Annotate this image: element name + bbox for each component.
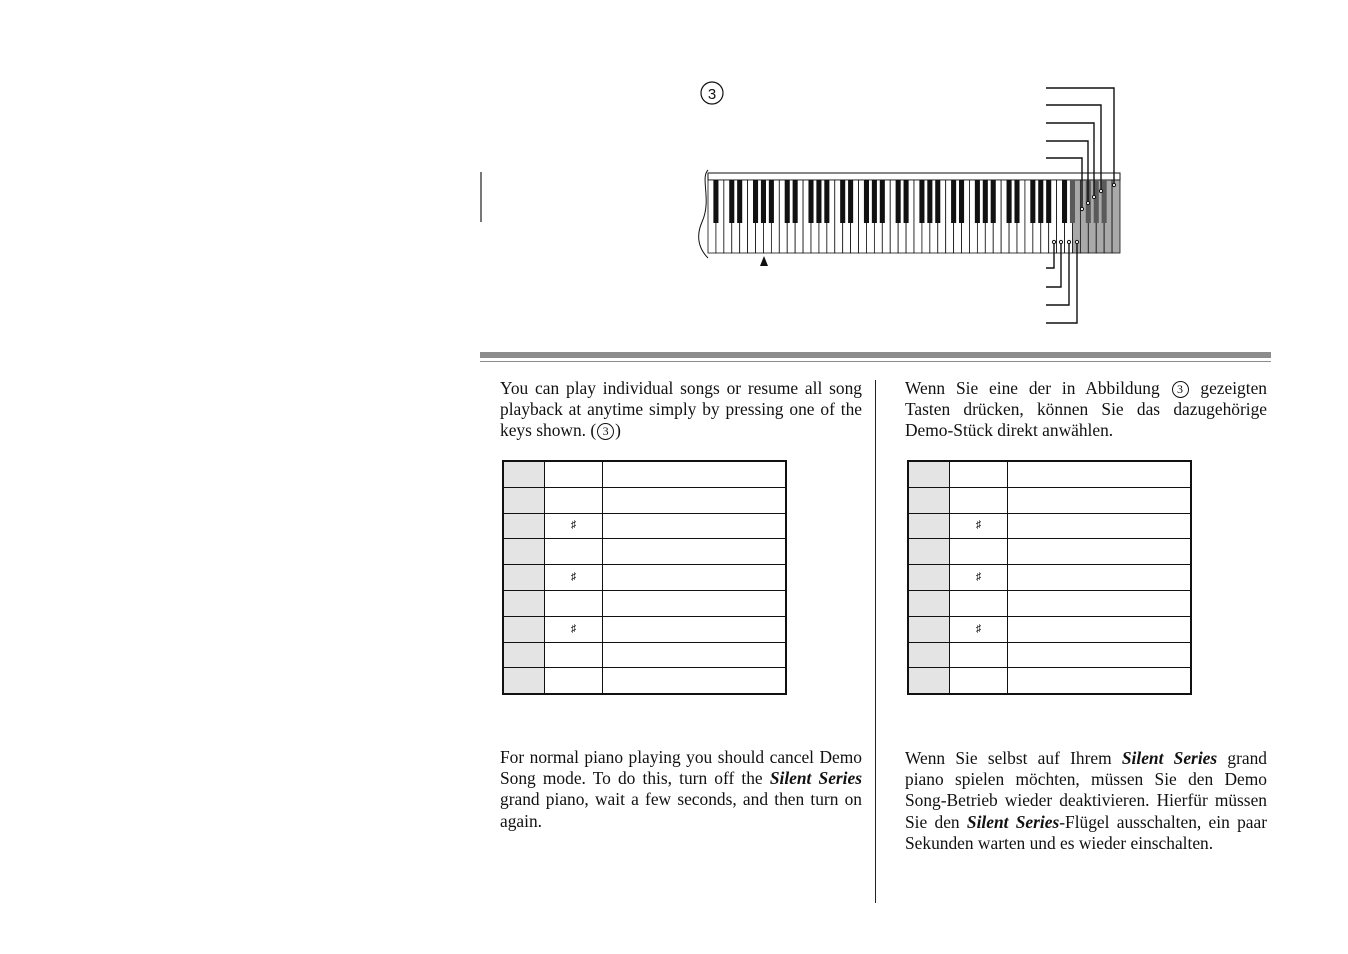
black-key [1030,180,1035,223]
black-key [959,180,964,223]
table-cell-c1 [503,668,545,694]
table-cell-c3 [603,616,787,642]
table-row [908,539,1191,565]
german-outro-paragraph: Wenn Sie selbst auf Ihrem Silent Series grand piano spielen möchten, müssen Sie den Demo Song-Betrieb wieder deaktivieren. Hierfür müssen Sie den Silent Series-Flügel ausschalten, ein paar Sekunden warten und es wieder einschalten. [905,748,1267,853]
table-row [503,565,786,591]
black-key [848,180,853,223]
table-cell-c1 [503,642,545,668]
callout-dot [1067,240,1070,243]
black-key [904,180,909,223]
table-cell-c2: ♯ [545,565,603,591]
table-cell-c3 [603,539,787,565]
table-cell-c1 [503,590,545,616]
black-key [927,180,932,223]
marker-3: 3 [597,423,614,440]
table-row [908,668,1191,694]
black-key [983,180,988,223]
table-cell-c2 [950,461,1008,487]
table-row [908,616,1191,642]
callout-dot [1052,240,1055,243]
marker-3: 3 [1172,381,1189,398]
table-cell-c1 [503,461,545,487]
table-row [908,590,1191,616]
highlighted-white-key [1112,180,1120,253]
callout-dot [1099,189,1102,192]
brand-name: Silent Series [966,811,1060,832]
callout-dot [1086,201,1089,204]
table-cell-c3 [603,590,787,616]
keyboard-figure [0,0,1348,345]
black-key [824,180,829,223]
highlighted-black-key [1070,180,1075,223]
table-cell-c1 [908,668,950,694]
callout-dot [1059,240,1062,243]
table-cell-c1 [908,590,950,616]
table-cell-c2 [545,642,603,668]
table-cell-c1 [503,539,545,565]
black-key [769,180,774,223]
table-cell-c1 [503,513,545,539]
table-cell-c3 [1008,487,1192,513]
middle-c-pointer [760,256,768,266]
english-key-table [502,460,787,695]
black-key [951,180,956,223]
table-cell-c3 [1008,513,1192,539]
black-key [935,180,940,223]
table-cell-c3 [1008,616,1192,642]
black-key [864,180,869,223]
black-key [808,180,813,223]
highlighted-black-key [1102,180,1107,223]
table-row [503,539,786,565]
table-cell-c2 [545,590,603,616]
table-row [503,487,786,513]
black-key [1014,180,1019,223]
keyboard-frame [708,173,1120,180]
table-cell-c2: ♯ [950,565,1008,591]
table-row [908,642,1191,668]
black-key [1062,180,1067,223]
table-cell-c1 [908,539,950,565]
black-key [872,180,877,223]
black-key [896,180,901,223]
table-cell-c2 [950,487,1008,513]
table-cell-c3 [1008,590,1192,616]
table-cell-c2 [545,461,603,487]
german-key-table [907,460,1192,695]
black-key [729,180,734,223]
table-cell-c3 [1008,668,1192,694]
black-key [785,180,790,223]
table-row [908,487,1191,513]
section-divider-thin [480,361,1271,362]
table-row [503,590,786,616]
black-key [761,180,766,223]
table-row [503,642,786,668]
table-cell-c2 [545,668,603,694]
table-cell-c1 [908,565,950,591]
table-cell-c3 [603,461,787,487]
table-row [908,461,1191,487]
section-divider [480,352,1271,358]
english-outro-paragraph: For normal piano playing you should cancel Demo Song mode. To do this, turn off the Silent Series grand piano, wait a few seconds, and then turn on again. [500,747,862,831]
black-key [737,180,742,223]
english-intro-paragraph: You can play individual songs or resume all song playback at anytime simply by pressing one of the keys shown. ( 3 ) [500,378,862,441]
table-row [503,616,786,642]
table-cell-c1 [503,616,545,642]
svg-text:3: 3 [707,86,717,103]
callout-line [1046,88,1114,185]
keyboard-break-curve [699,170,708,258]
table-cell-c1 [503,487,545,513]
table-cell-c1 [908,461,950,487]
table-cell-c3 [603,513,787,539]
black-key [919,180,924,223]
black-key [1038,180,1043,223]
brand-name: Silent Series [1121,748,1218,768]
black-key [753,180,758,223]
callout-dot [1112,183,1115,186]
black-key [816,180,821,223]
german-intro-paragraph: Wenn Sie eine der in Abbildung 3 gezeigten Tasten drücken, können Sie das dazugehörige Demo-Stück direkt anwählen. [905,378,1267,441]
black-key [991,180,996,223]
column-divider [875,380,876,903]
table-cell-c1 [908,616,950,642]
callout-dot [1080,207,1083,210]
table-cell-c2 [545,487,603,513]
table-cell-c3 [1008,642,1192,668]
black-key [975,180,980,223]
table-cell-c3 [1008,539,1192,565]
table-cell-c2: ♯ [950,513,1008,539]
table-cell-c3 [603,642,787,668]
black-key [793,180,798,223]
table-cell-c3 [603,487,787,513]
table-cell-c1 [503,565,545,591]
table-cell-c2: ♯ [545,513,603,539]
brand-name: Silent Series [769,768,862,789]
callout-dot [1092,195,1095,198]
figure-marker-3 [701,82,723,104]
table-cell-c3 [603,668,787,694]
table-cell-c3 [1008,565,1192,591]
black-key [880,180,885,223]
table-cell-c2 [545,539,603,565]
table-cell-c2 [950,539,1008,565]
table-cell-c1 [908,487,950,513]
callout-dot [1075,240,1078,243]
table-cell-c2: ♯ [950,616,1008,642]
table-cell-c2 [950,590,1008,616]
table-row [908,565,1191,591]
table-cell-c2: ♯ [545,616,603,642]
table-row [503,461,786,487]
black-key [1007,180,1012,223]
black-key [840,180,845,223]
table-cell-c1 [908,513,950,539]
table-cell-c3 [1008,461,1192,487]
table-cell-c3 [603,565,787,591]
table-row [503,668,786,694]
left-page-edge [480,172,482,222]
table-cell-c2 [950,642,1008,668]
table-cell-c2 [950,668,1008,694]
black-key [1046,180,1051,223]
table-row [908,513,1191,539]
table-cell-c1 [908,642,950,668]
black-key [713,180,718,223]
table-row [503,513,786,539]
